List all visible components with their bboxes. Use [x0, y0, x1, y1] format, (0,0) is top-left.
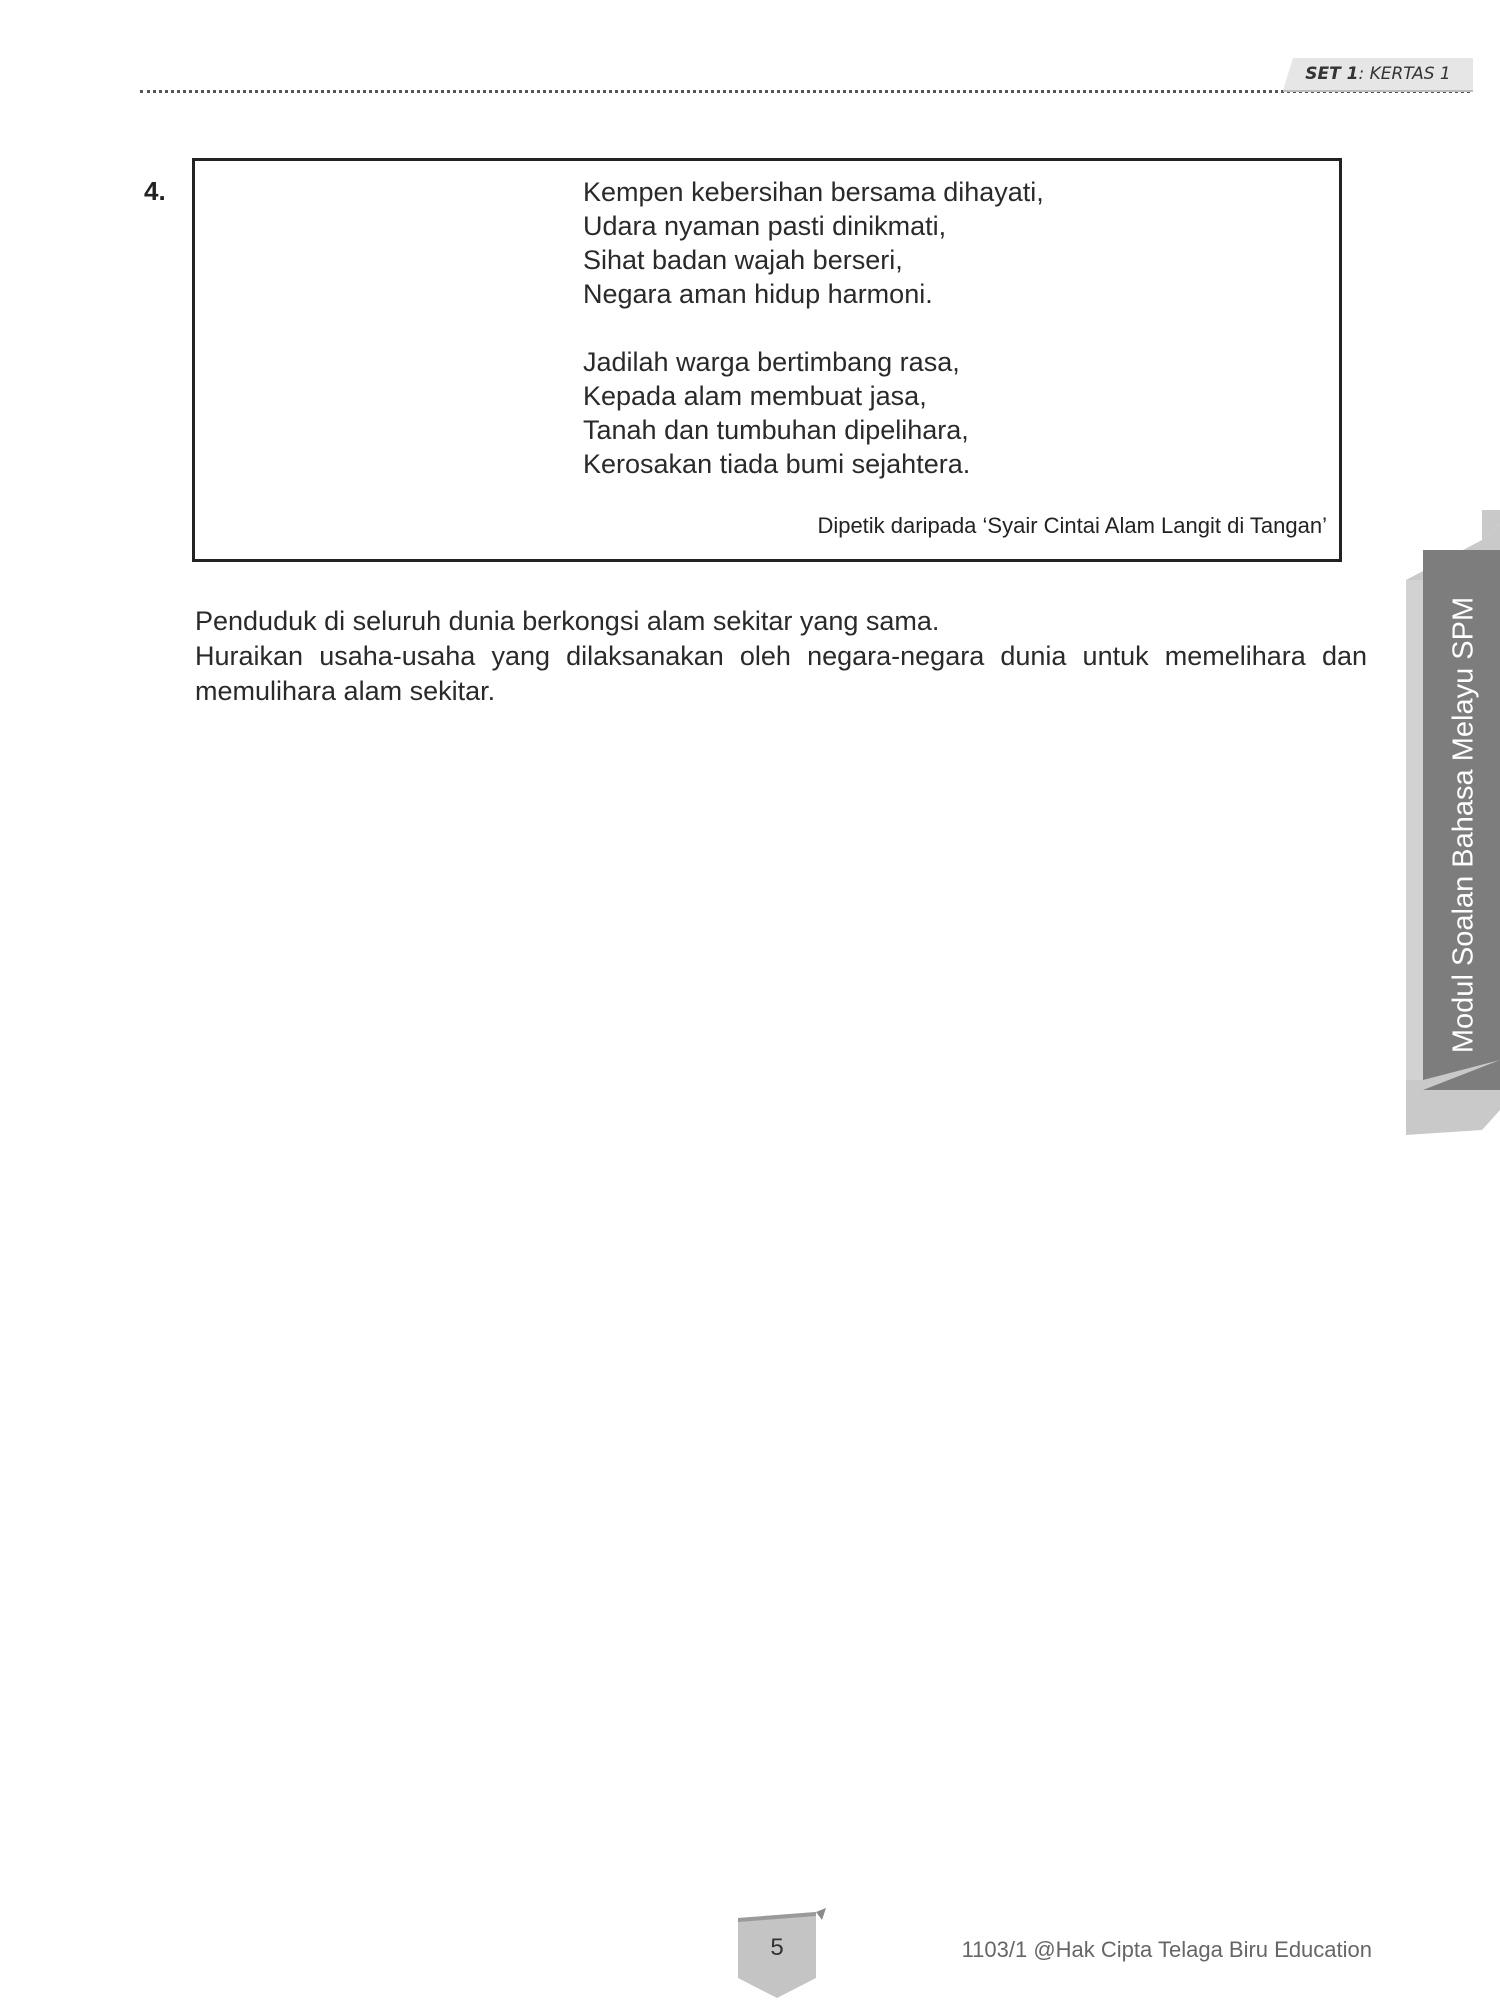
set-label: SET 1: [1305, 64, 1359, 84]
poem-line: Jadilah warga bertimbang rasa,: [583, 347, 960, 377]
prompt-context: Penduduk di seluruh dunia berkongsi alam sekitar yang sama.: [195, 606, 940, 636]
poem-line: Sihat badan wajah berseri,: [583, 245, 903, 275]
poem-box: [192, 158, 1342, 562]
page-number: 5: [770, 1934, 784, 1961]
poem-line: Kepada alam membuat jasa,: [583, 381, 927, 411]
poem-line: Negara aman hidup harmoni.: [583, 279, 933, 309]
question-number: 4.: [144, 176, 166, 206]
footer-copyright: 1103/1 @Hak Cipta Telaga Biru Education: [961, 1937, 1372, 1962]
page-number-badge: [738, 1900, 826, 2000]
poem-line: Udara nyaman pasti dinikmati,: [583, 211, 947, 241]
prompt-instruction: Huraikan usaha-usaha yang dilaksanakan oleh negara-negara dunia untuk memelihara dan memulihara alam sekitar.: [195, 641, 1367, 706]
poem-source: Dipetik daripada ‘Syair Cintai Alam Langit di Tangan’: [817, 513, 1327, 538]
question-prompt: [195, 604, 1367, 709]
poem-stanza-2: [583, 345, 970, 481]
header-divider: [140, 90, 1470, 93]
poem-stanza-1: [583, 175, 1044, 311]
header-tab-text: [1283, 56, 1473, 92]
side-tab-label: Modul Soalan Bahasa Melayu SPM: [1447, 596, 1480, 1054]
poem-line: Kempen kebersihan bersama dihayati,: [583, 177, 1044, 207]
poem-line: Kerosakan tiada bumi sejahtera.: [583, 449, 971, 479]
poem-line: Tanah dan tumbuhan dipelihara,: [583, 415, 969, 445]
header-set-tab: [1283, 56, 1473, 92]
paper-label: : KERTAS 1: [1358, 64, 1451, 84]
